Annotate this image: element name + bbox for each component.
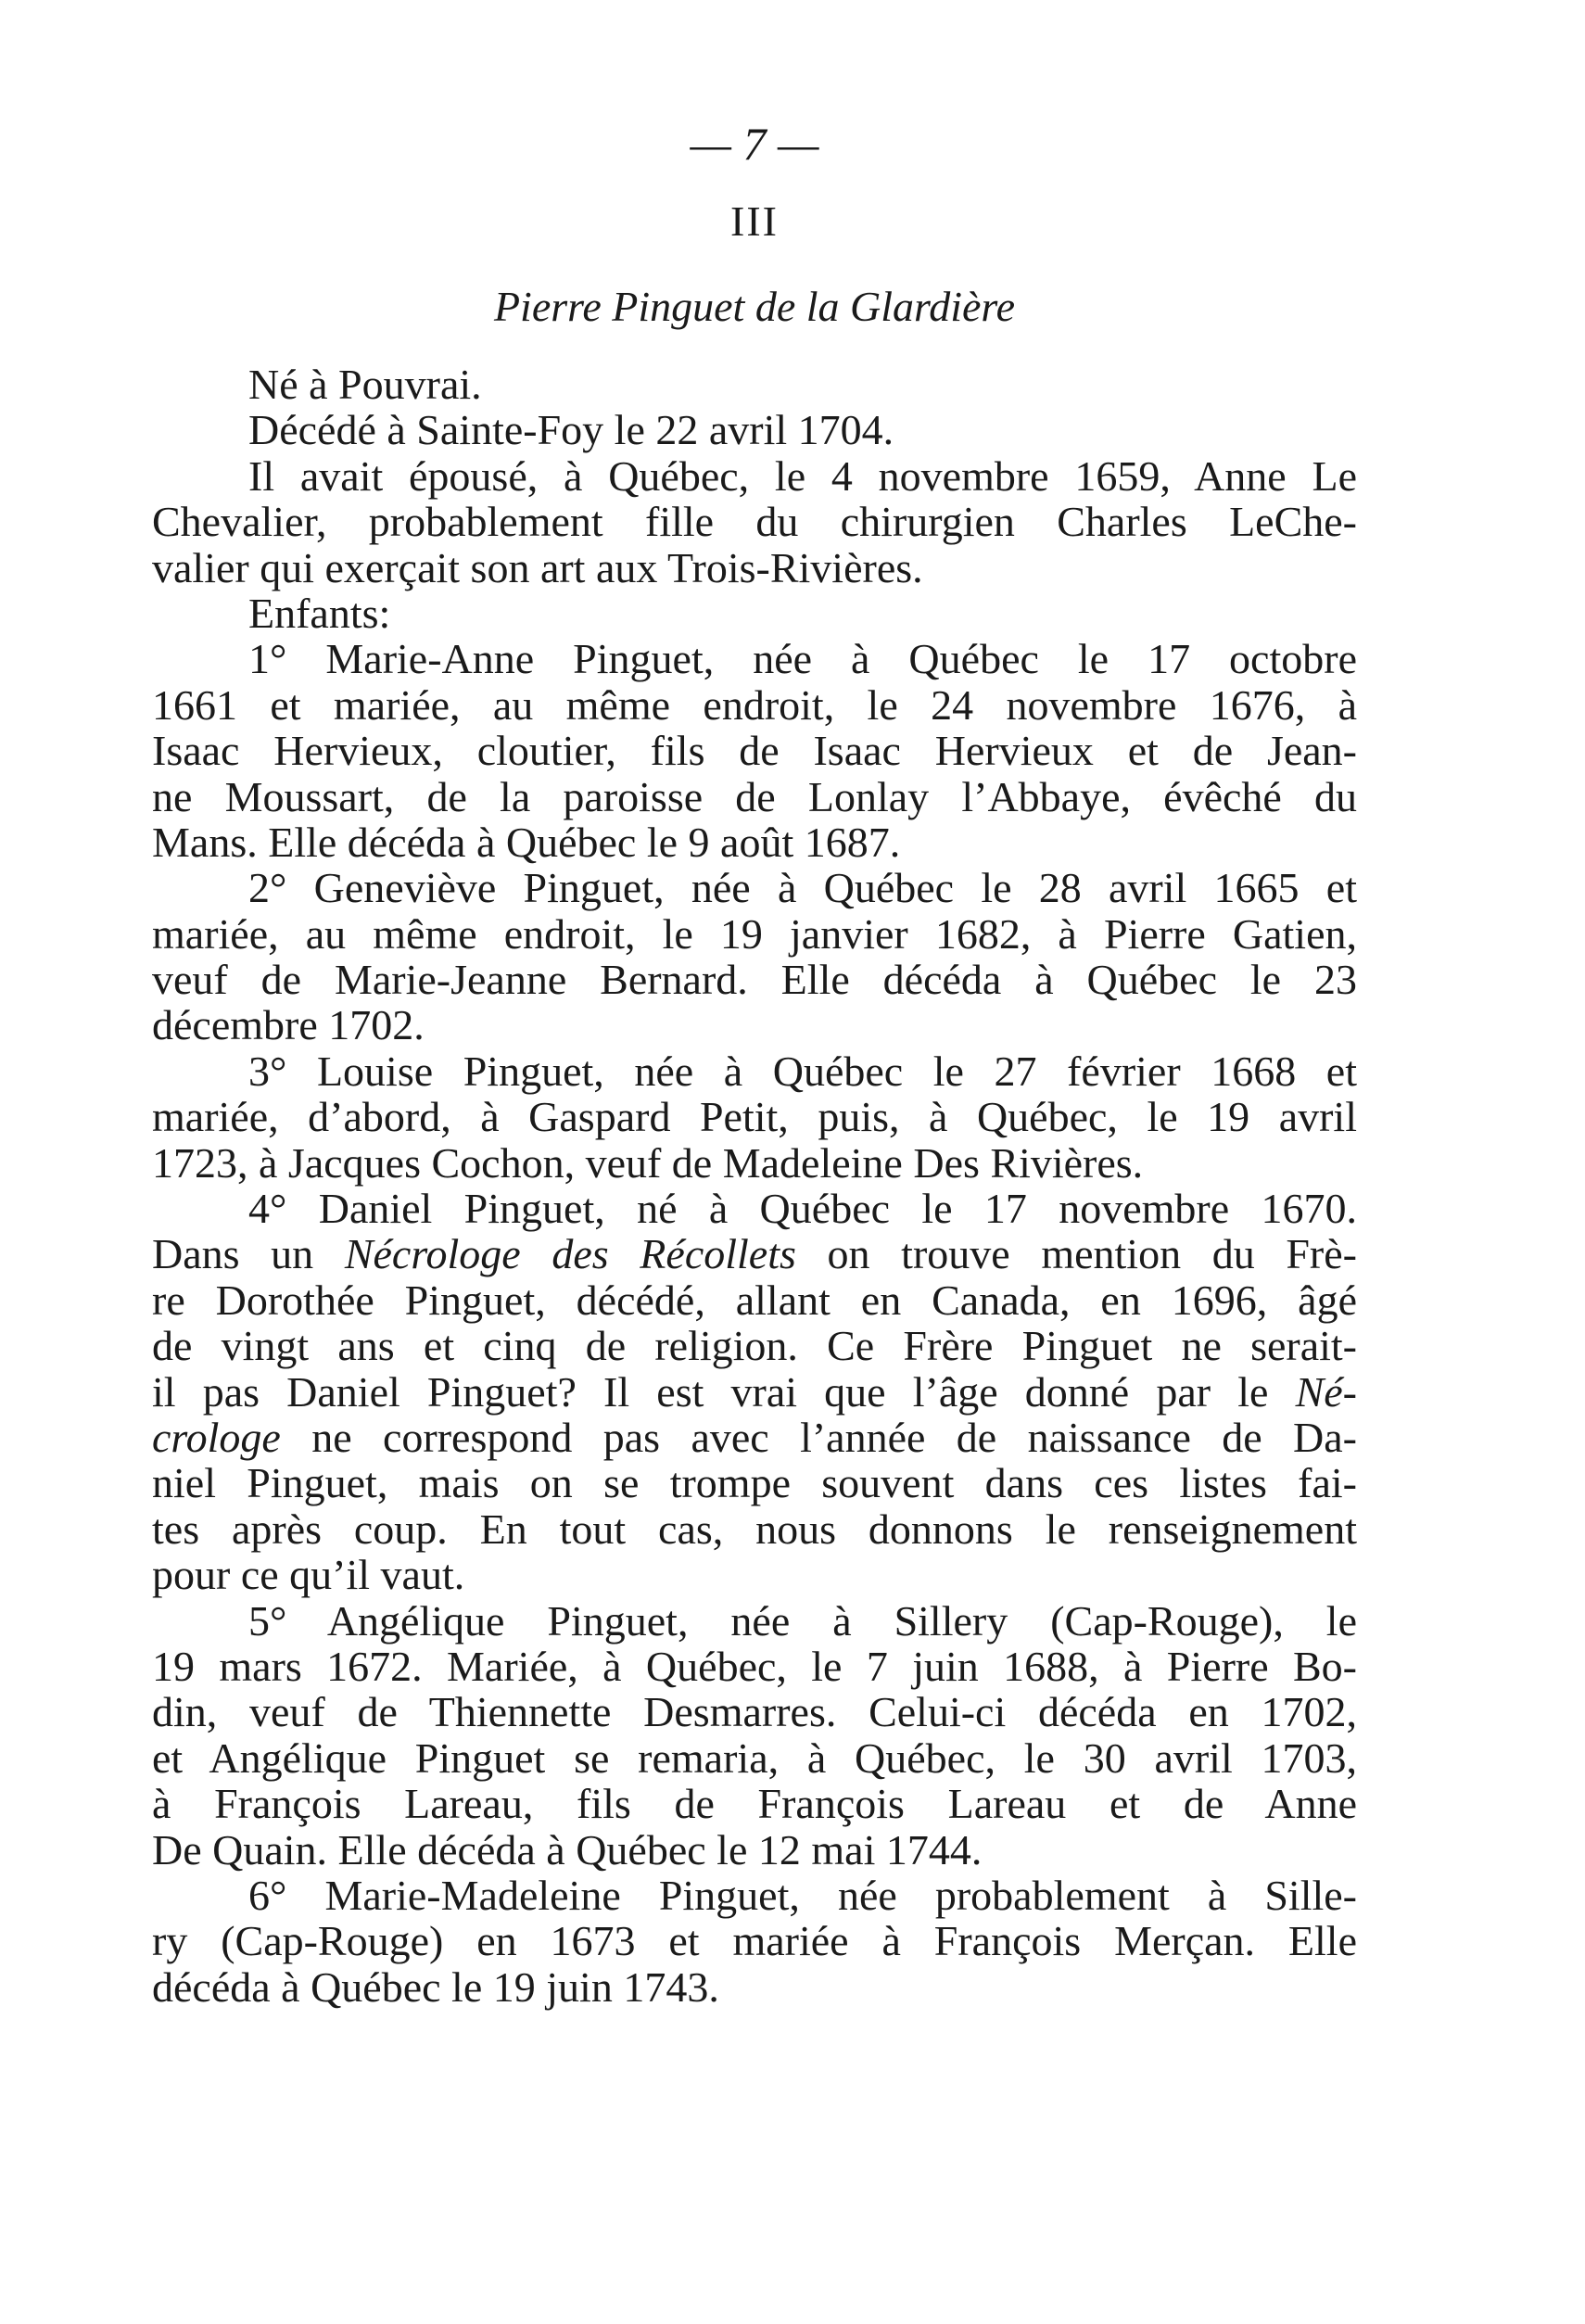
text-line: 2° Geneviève Pinguet, née à Québec le 28 avril 1665 et bbox=[248, 864, 1357, 912]
text-line-part: Dans un bbox=[152, 1230, 345, 1278]
text-line: 4° Daniel Pinguet, né à Québec le 17 novembre 1670. bbox=[248, 1185, 1357, 1233]
text-line: Il avait épousé, à Québec, le 4 novembre 1659, Anne Le bbox=[248, 451, 1357, 500]
page-number: — 7 — bbox=[690, 118, 819, 170]
text-line: Isaac Hervieux, cloutier, fils de Isaac Hervieux et de Jean- bbox=[152, 727, 1357, 775]
italic-title: Né- bbox=[1295, 1367, 1357, 1416]
text-line: valier qui exerçait son art aux Trois-Rivières. bbox=[152, 543, 923, 591]
text-line: ry (Cap-Rouge) en 1673 et mariée à François Merçan. Elle bbox=[152, 1917, 1357, 1965]
text-line bbox=[152, 1369, 1357, 1415]
text-line: décembre 1702. bbox=[152, 1001, 425, 1049]
text-line: niel Pinguet, mais on se trompe souvent dans ces listes fai- bbox=[152, 1459, 1357, 1507]
text-line: décéda à Québec le 19 juin 1743. bbox=[152, 1962, 719, 2011]
text-line: 3° Louise Pinguet, née à Québec le 27 février 1668 et bbox=[248, 1047, 1357, 1095]
text-line: mariée, au même endroit, le 19 janvier 1682, à Pierre Gatien, bbox=[152, 909, 1357, 958]
text-line: 6° Marie-Madeleine Pinguet, née probablement à Sille- bbox=[248, 1871, 1357, 1919]
text-line: 19 mars 1672. Mariée, à Québec, le 7 juin 1688, à Pierre Bo- bbox=[152, 1642, 1357, 1690]
text-line: Décédé à Sainte-Foy le 22 avril 1704. bbox=[248, 406, 894, 454]
text-line: din, veuf de Thiennette Desmarres. Celui-ci décéda en 1702, bbox=[152, 1688, 1357, 1736]
text-line: Mans. Elle décéda à Québec le 9 août 1687. bbox=[152, 818, 901, 866]
text-line: à François Lareau, fils de François Lareau et de Anne bbox=[152, 1780, 1357, 1828]
text-line: Enfants: bbox=[248, 589, 391, 637]
text-line: 1° Marie-Anne Pinguet, née à Québec le 17 octobre bbox=[248, 635, 1357, 683]
text-line-part: on trouve mention du Frè- bbox=[795, 1230, 1357, 1278]
text-line: re Dorothée Pinguet, décédé, allant en Canada, en 1696, âgé bbox=[152, 1276, 1357, 1324]
italic-title: crologe bbox=[152, 1413, 281, 1461]
text-line: Chevalier, probablement fille du chirurgien Charles LeChe- bbox=[152, 498, 1357, 546]
text-line: tes après coup. En tout cas, nous donnons le renseignement bbox=[152, 1505, 1357, 1553]
body-text bbox=[152, 362, 1357, 2010]
text-line: et Angélique Pinguet se remaria, à Québec, le 30 avril 1703, bbox=[152, 1733, 1357, 1782]
text-line: 5° Angélique Pinguet, née à Sillery (Cap-Rouge), le bbox=[248, 1596, 1357, 1645]
text-line: veuf de Marie-Jeanne Bernard. Elle décéda à Québec le 23 bbox=[152, 956, 1357, 1004]
chapter-heading: III bbox=[730, 197, 779, 245]
section-title: Pierre Pinguet de la Glardière bbox=[493, 283, 1016, 330]
text-line bbox=[152, 1231, 1357, 1276]
text-line-part: ne correspond pas avec l’année de naissance de Da- bbox=[280, 1413, 1357, 1461]
text-line: De Quain. Elle décéda à Québec le 12 mai 1744. bbox=[152, 1825, 983, 1873]
text-line: pour ce qu’il vaut. bbox=[152, 1551, 465, 1599]
text-line bbox=[152, 1415, 1357, 1460]
text-line: de vingt ans et cinq de religion. Ce Frère Pinguet ne serait- bbox=[152, 1322, 1357, 1370]
text-line: Né à Pouvrai. bbox=[248, 361, 482, 408]
text-line: mariée, d’abord, à Gaspard Petit, puis, à Québec, le 19 avril bbox=[152, 1093, 1357, 1141]
text-line-part: il pas Daniel Pinguet? Il est vrai que l’âge donné par le bbox=[152, 1367, 1296, 1416]
text-line: 1661 et mariée, au même endroit, le 24 novembre 1676, à bbox=[152, 680, 1357, 729]
text-line: 1723, à Jacques Cochon, veuf de Madeleine Des Rivières. bbox=[152, 1138, 1144, 1187]
page bbox=[152, 111, 1357, 2010]
text-line: ne Moussart, de la paroisse de Lonlay l’Abbaye, évêché du bbox=[152, 772, 1357, 820]
italic-title: Nécrologe des Récollets bbox=[344, 1230, 796, 1278]
